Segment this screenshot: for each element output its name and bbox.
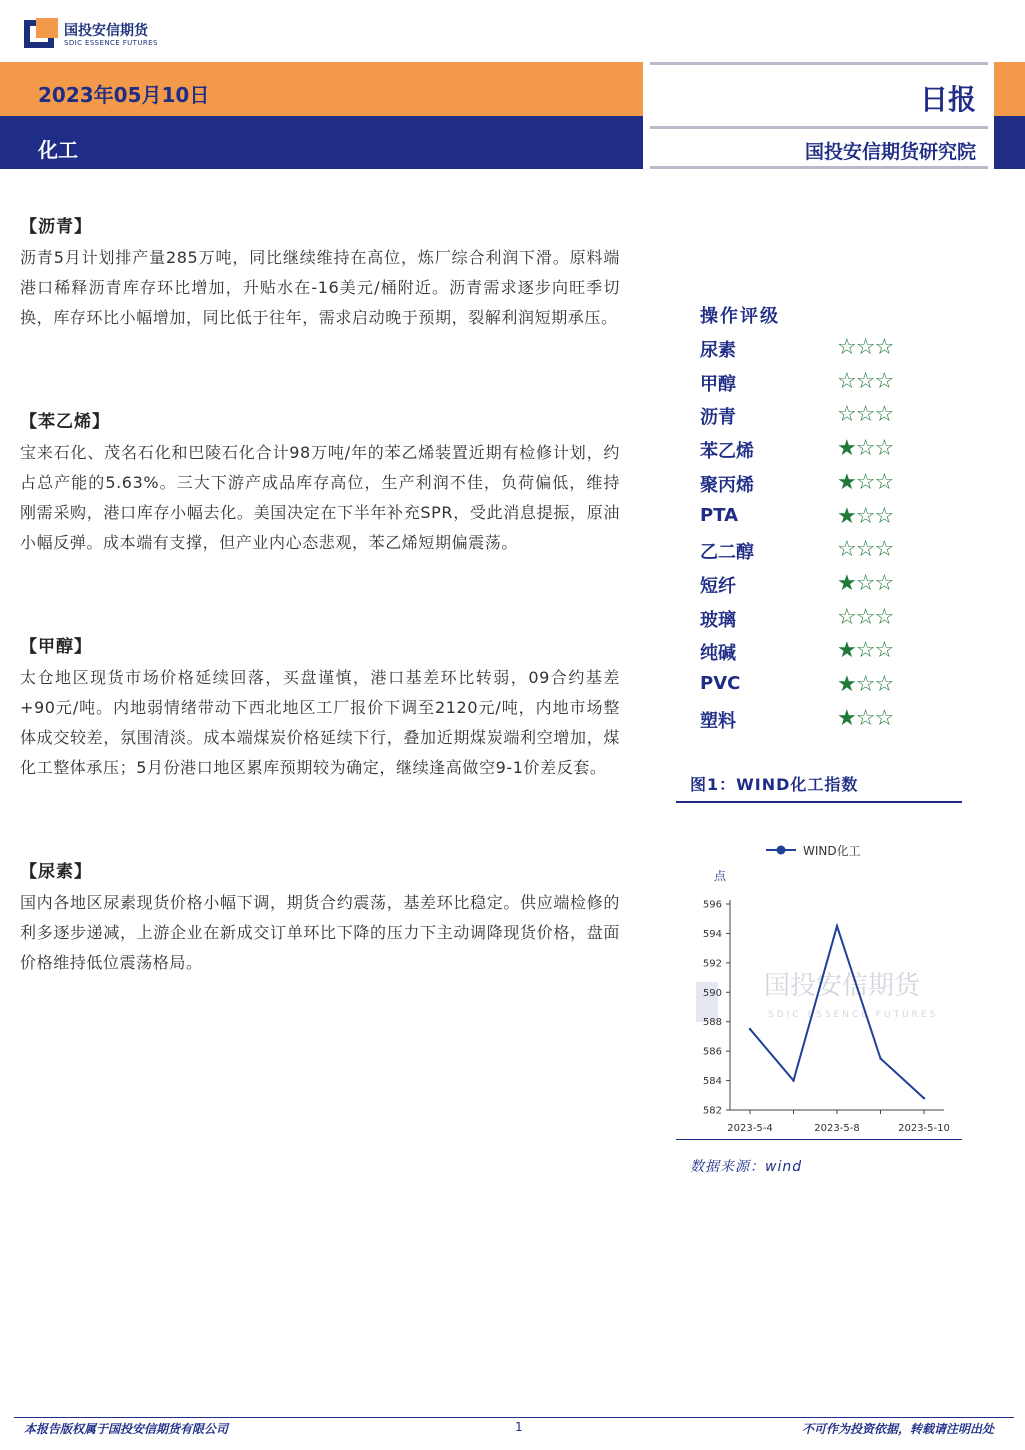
figure-title: 图1：WIND化工指数: [690, 775, 859, 794]
brand-name-cn: 国投安信期货: [64, 23, 148, 39]
footer-disclaimer: 不可作为投资依据，转载请注明出处: [801, 1422, 994, 1436]
rating-product-name: 苯乙烯: [700, 441, 754, 463]
y-axis-unit: 点: [714, 869, 727, 883]
y-tick-label: 590: [702, 987, 722, 999]
figure-rule-bottom: [676, 1139, 962, 1140]
brand-name-en: SDIC ESSENCE FUTURES: [64, 39, 158, 47]
rating-product-name: PTA: [700, 504, 739, 526]
data-point: [792, 1079, 794, 1081]
rating-row: [700, 606, 920, 636]
report-type: 日报: [919, 83, 976, 116]
y-tick-label: 592: [702, 958, 722, 970]
figure-source: 数据来源：wind: [690, 1159, 803, 1175]
header-corner-blue: [994, 116, 1025, 169]
y-tick-label: 582: [702, 1105, 722, 1117]
rating-product-name: 塑料: [700, 710, 736, 732]
rating-product-name: 短纤: [700, 575, 736, 597]
rating-product-name: 甲醇: [700, 373, 736, 395]
rating-product-name: 玻璃: [700, 609, 736, 631]
rating-row: [700, 370, 920, 400]
rating-stars-icon: ★☆☆: [837, 705, 894, 731]
x-tick-label: 2023-5-8: [814, 1123, 860, 1134]
data-point: [923, 1097, 925, 1099]
rating-row: [700, 538, 920, 568]
y-tick-label: 596: [702, 899, 722, 911]
rating-stars-icon: ★☆☆: [837, 436, 894, 462]
rating-product-name: 聚丙烯: [700, 474, 754, 496]
section-text-methanol: 太仓地区现货市场价格延续回落，买盘谨慎，港口基差环比转弱，09合约基差+90元/吨。内地弱情绪带动下西北地区工厂报价下调至2120元/吨，内地市场整体成交较差，氛围清淡。成本端煤炭价格延续下行，叠加近期煤炭端利空增加，煤化工整体承压；5月份港口地区累库预期较为确定，继续逢高做空9-1价差反套。: [20, 668, 620, 777]
y-tick-label: 584: [702, 1076, 722, 1088]
rating-stars-icon: ★☆☆: [837, 570, 894, 596]
report-date: 2023年05月10日: [38, 83, 210, 107]
section-text-styrene: 宝来石化、茂名石化和巴陵石化合计98万吨/年的苯乙烯装置近期有检修计划，约占总产能的5.63%。三大下游产成品库存高位，生产利润不佳，负荷偏低，维持刚需采购，港口库存小幅去化。美国决定在下半年补充SPR，受此消息提振，原油小幅反弹。成本端有支撑，但产业内心态悲观，苯乙烯短期偏震荡。: [20, 443, 620, 552]
data-point: [749, 1028, 751, 1030]
header-band-blue: [0, 116, 643, 169]
data-point: [836, 925, 838, 927]
y-tick-label: 594: [702, 928, 722, 940]
brand-logo: [24, 18, 184, 54]
rating-product-name: 纯碱: [700, 643, 736, 665]
rating-product-name: 乙二醇: [700, 542, 754, 564]
y-tick-label: 588: [702, 1017, 722, 1029]
legend-marker-icon: [777, 846, 786, 855]
rating-product-name: PVC: [700, 673, 741, 694]
watermark-text-cn: 国投安信期货: [764, 971, 921, 1001]
rating-row: [700, 572, 920, 602]
legend-label: WIND化工: [803, 844, 861, 858]
section-title-urea: 【尿素】: [20, 862, 92, 882]
rating-row: [700, 707, 920, 737]
rating-stars-icon: ★☆☆: [837, 503, 894, 529]
rating-stars-icon: ★☆☆: [837, 638, 894, 664]
section-text-urea: 国内各地区尿素现货价格小幅下调，期货合约震荡，基差环比稳定。供应端检修的利多逐步递减，上游企业在新成交订单环比下降的压力下主动调降现货价格，盘面价格维持低位震荡格局。: [20, 893, 620, 972]
rating-row: [700, 639, 920, 669]
x-tick-label: 2023-5-4: [727, 1123, 773, 1134]
rating-stars-icon: ☆☆☆: [837, 402, 894, 428]
institute-name: 国投安信期货研究院: [804, 141, 976, 163]
header-corner-orange: [994, 62, 1025, 116]
rating-stars-icon: ☆☆☆: [837, 335, 894, 360]
rating-stars-icon: ★☆☆: [837, 469, 894, 495]
data-point: [879, 1057, 881, 1059]
rating-row: [700, 505, 920, 535]
rating-row: [700, 336, 920, 366]
x-tick-label: 2023-5-10: [898, 1123, 950, 1134]
figure-rule-top: [676, 801, 962, 803]
footer-page-number: 1: [515, 1420, 523, 1434]
rating-stars-icon: ☆☆☆: [837, 537, 894, 563]
rating-product-name: 尿素: [700, 340, 736, 361]
rating-row: [700, 403, 920, 433]
section-text-asphalt: 沥青5月计划排产量285万吨，同比继续维持在高位，炼厂综合利润下滑。原料端港口稀释沥青库存环比增加，升贴水在-16美元/桶附近。沥青需求逐步向旺季切换，库存环比小幅增加，同比低于往年，需求启动晚于预期，裂解利润短期承压。: [20, 248, 620, 327]
rating-row: [700, 673, 920, 703]
watermark-text-en: SDIC ESSENCE FUTURES: [768, 1010, 939, 1020]
rating-stars-icon: ☆☆☆: [837, 368, 894, 394]
section-title-styrene: 【苯乙烯】: [20, 412, 110, 432]
rating-row: [700, 471, 920, 501]
rating-row: [700, 437, 920, 467]
logo-mark-icon: [24, 18, 58, 50]
section-title-asphalt: 【沥青】: [20, 217, 92, 237]
y-tick-label: 586: [702, 1046, 722, 1058]
report-sector: 化工: [38, 138, 78, 162]
header-rule-top: [650, 62, 988, 65]
rating-product-name: 沥青: [700, 407, 736, 429]
wind-chem-index-chart: [676, 830, 966, 1140]
rating-stars-icon: ☆☆☆: [837, 604, 894, 630]
header-rule-bottom: [650, 166, 988, 169]
rating-stars-icon: ★☆☆: [837, 672, 894, 697]
section-title-methanol: 【甲醇】: [20, 637, 92, 657]
header-rule-mid: [650, 126, 988, 129]
footer-copyright: 本报告版权属于国投安信期货有限公司: [24, 1422, 229, 1436]
footer-rule: [14, 1417, 1014, 1418]
ratings-title: 操作评级: [700, 306, 780, 327]
